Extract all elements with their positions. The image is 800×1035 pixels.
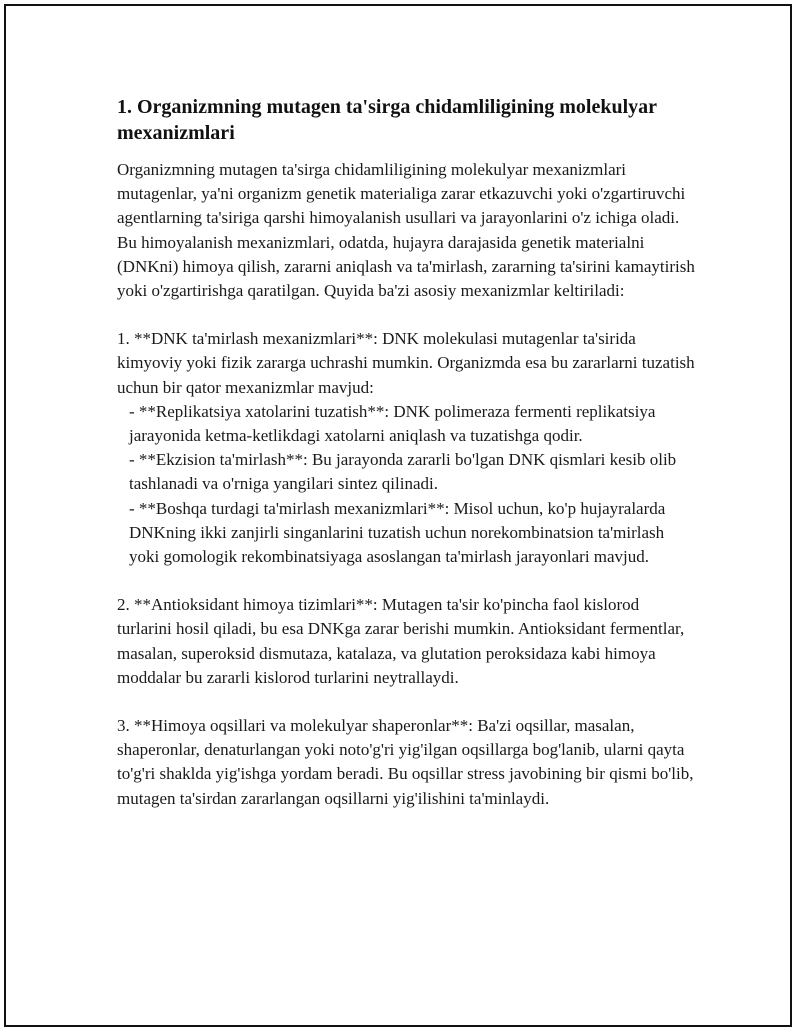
section-3-paragraph: 3. **Himoya oqsillari va molekulyar shaperonlar**: Ba'zi oqsillar, masalan, shaperonlar, denaturlangan yoki noto'g'ri yig'ilgan oqsillarga bog'lanib, ularni qayta to'g'ri shaklda yig'ishga yordam beradi. Bu oqsillar stress javobining bir qismi bo'lib, mutagen ta'sirdan zararlangan oqsillarni yig'ilishini ta'minlaydi.: [117, 716, 694, 808]
paragraph-gap: [117, 569, 697, 593]
document-content: [117, 94, 697, 811]
paragraph-gap: [117, 303, 697, 327]
section-1-item: - **Ekzision ta'mirlash**: Bu jarayonda zararli bo'lgan DNK qismlari kesib olib tashlanadi va o'rniga yangilari sintez qilinadi.: [129, 450, 677, 494]
section-1-lead: 1. **DNK ta'mirlash mexanizmlari**: DNK molekulasi mutagenlar ta'sirida kimyoviy yoki fizik zararga uchrashi mumkin. Organizmda esa bu zararlarni tuzatish uchun bir qator mexanizmlar mavjud:: [117, 329, 695, 397]
intro-paragraph: Organizmning mutagen ta'sirga chidamliligining molekulyar mexanizmlari mutagenlar, ya'ni organizm genetik materialiga zarar etkazuvchi yoki o'zgartiruvchi agentlarning ta'siriga qarshi himoyalanish usullari va jarayonlarini o'z ichiga oladi. Bu himoyalanish mexanizmlari, odatda, hujayra darajasida genetik materialni (DNKni) himoya qilish, zararni aniqlash va ta'mirlash, zararning ta'sirini kamaytirish yoki o'zgartirishga qaratilgan. Quyida ba'zi asosiy mexanizmlar keltiriladi:: [117, 160, 695, 301]
section-1-item: - **Boshqa turdagi ta'mirlash mexanizmlari**: Misol uchun, ko'p hujayralarda DNKning ikki zanjirli singanlarini tuzatish uchun norekombinatsion ta'mirlash yoki gomologik rekombinatsiyaga asoslangan ta'mirlash jarayonlari mavjud.: [129, 498, 666, 567]
section-2-paragraph: 2. **Antioksidant himoya tizimlari**: Mutagen ta'sir ko'pincha faol kislorod turlarini hosil qiladi, bu esa DNKga zarar berishi mumkin. Antioksidant fermentlar, masalan, superoksid dismutaza, katalaza, va glutation peroksidaza kabi himoya moddalar bu zararli kislorod turlarini neytrallaydi.: [117, 595, 685, 687]
paragraph-gap: [117, 690, 697, 714]
section-1-item: - **Replikatsiya xatolarini tuzatish**: DNK polimeraza fermenti replikatsiya jarayonida ketma-ketlikdagi xatolarni aniqlash va tuzatishga qodir.: [129, 401, 656, 446]
document-title: 1. Organizmning mutagen ta'sirga chidamliligining molekulyar mexanizmlari: [117, 96, 657, 144]
